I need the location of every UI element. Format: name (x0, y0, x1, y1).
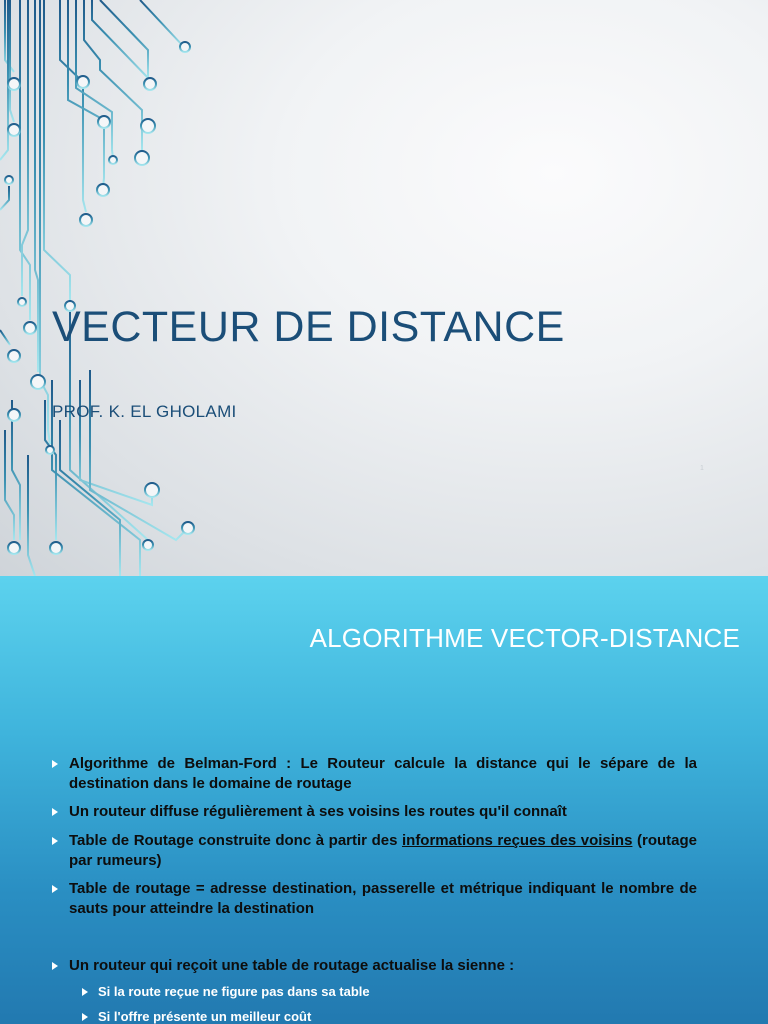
bullet-text: Algorithme de Belman-Ford : Le Routeur calcule la distance qui le sépare de la destination dans le domaine de routage (69, 755, 697, 792)
slide-subtitle: PROF. K. EL GHOLAMI (52, 402, 237, 421)
sub-bullet-item (98, 1009, 311, 1024)
circuit-decoration (0, 0, 200, 576)
bullet-arrow-icon (52, 837, 58, 845)
slide-number: 1 (700, 465, 704, 472)
sub-bullet-text: Si l'offre présente un meilleur coût (98, 1009, 312, 1024)
bullet-text: Un routeur diffuse régulièrement à ses voisins les routes qu'il connaît (69, 803, 567, 820)
algorithm-slide (0, 576, 768, 1024)
bullet-item (69, 754, 697, 794)
bullet-text: Table de Routage construite donc à partir des (69, 832, 402, 849)
bullet-text: Table de routage = adresse destination, passerelle et métrique indiquant le nombre de sauts pour atteindre la destination (69, 880, 697, 917)
bullet-item (69, 956, 697, 976)
underlined-text: informations reçues des voisins (401, 832, 633, 849)
bullet-item (69, 879, 697, 919)
bullet-arrow-icon (52, 808, 58, 816)
bullet-arrow-icon (52, 962, 58, 970)
bullet-item (69, 802, 697, 822)
bullet-arrow-icon (52, 885, 58, 893)
bullet-text: Un routeur qui reçoit une table de routage actualise la sienne : (69, 957, 515, 974)
bullet-arrow-icon (82, 988, 88, 996)
sub-bullet-item (98, 984, 370, 999)
slide-title: ALGORITHME VECTOR-DISTANCE (309, 623, 740, 653)
bullet-text: (routage par rumeurs) (69, 832, 698, 869)
bullet-item (69, 831, 697, 871)
bullet-arrow-icon (82, 1013, 88, 1021)
sub-bullet-text: Si la route reçue ne figure pas dans sa table (98, 984, 370, 999)
slide-title: VECTEUR DE DISTANCE (52, 303, 565, 351)
bullet-arrow-icon (52, 760, 58, 768)
